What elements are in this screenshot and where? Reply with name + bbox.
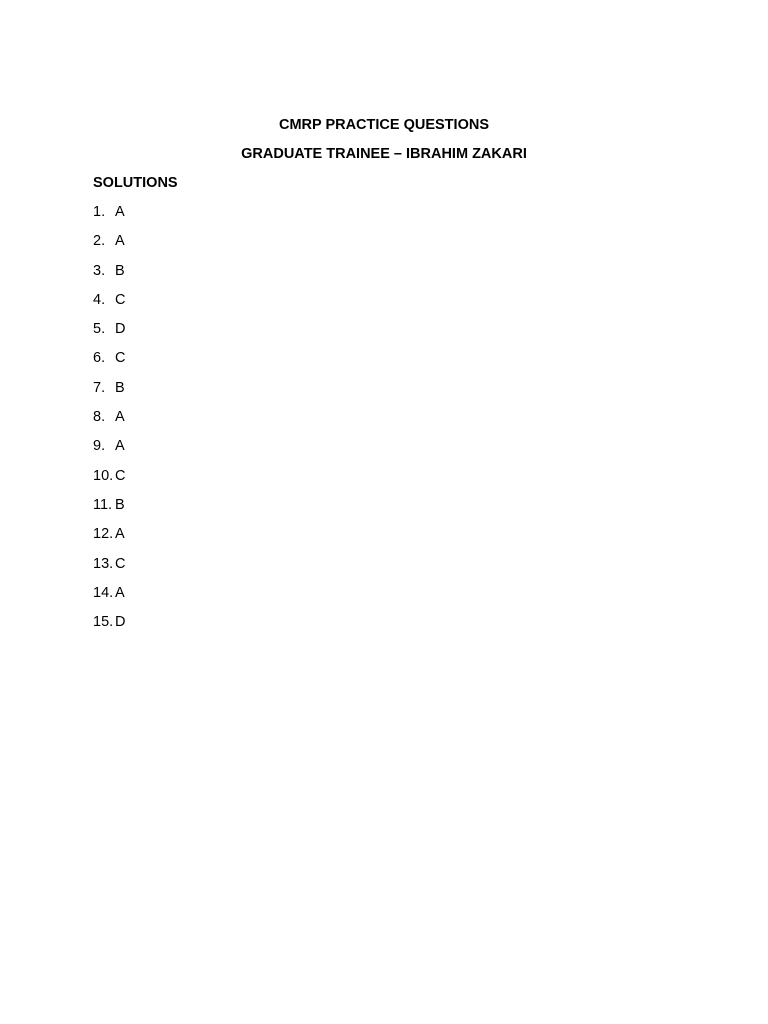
answer-number: 3. — [93, 262, 106, 279]
section-heading: SOLUTIONS — [93, 175, 178, 191]
list-item — [93, 379, 125, 408]
answer-value: B — [115, 379, 125, 396]
answer-number: 8. — [93, 409, 106, 426]
list-item — [93, 584, 125, 613]
list-item — [93, 467, 125, 496]
answer-number: 14. — [93, 584, 114, 601]
answer-number: 7. — [93, 379, 106, 396]
answer-number: 2. — [93, 233, 106, 250]
answer-number: 11. — [93, 496, 113, 513]
answer-value: B — [115, 262, 125, 279]
document-subtitle: GRADUATE TRAINEE – IBRAHIM ZAKARI — [241, 146, 527, 162]
answer-value: D — [115, 321, 126, 338]
answer-value: C — [115, 555, 126, 572]
answer-number: 9. — [93, 438, 106, 455]
list-item — [93, 232, 125, 261]
answer-number: 6. — [93, 350, 106, 367]
list-item — [93, 320, 125, 349]
list-item — [93, 291, 125, 320]
answer-number: 12. — [93, 526, 114, 543]
answer-number: 15. — [93, 614, 114, 631]
list-item — [93, 349, 125, 378]
answer-number: 13. — [93, 555, 114, 572]
answer-value: A — [115, 438, 125, 455]
answer-value: D — [115, 614, 126, 631]
answer-value: A — [115, 584, 125, 601]
answer-value: A — [115, 204, 125, 220]
list-item — [93, 437, 125, 466]
document-title: CMRP PRACTICE QUESTIONS — [278, 117, 489, 133]
list-item — [93, 613, 125, 642]
list-item — [93, 408, 125, 437]
answer-list — [93, 203, 125, 642]
list-item — [93, 525, 125, 554]
answer-number: 10. — [93, 467, 114, 484]
answer-number: 5. — [93, 321, 106, 338]
answer-value: A — [115, 409, 125, 426]
list-item — [93, 555, 125, 584]
answer-value: C — [115, 467, 126, 484]
list-item — [93, 262, 125, 291]
answer-number: 1. — [93, 204, 106, 220]
answer-value: C — [115, 350, 126, 367]
answer-value: B — [115, 496, 125, 513]
list-item — [93, 203, 125, 232]
list-item — [93, 496, 125, 525]
answer-value: A — [115, 526, 125, 543]
answer-value: A — [115, 233, 125, 250]
answer-number: 4. — [93, 291, 106, 308]
answer-value: C — [115, 291, 126, 308]
